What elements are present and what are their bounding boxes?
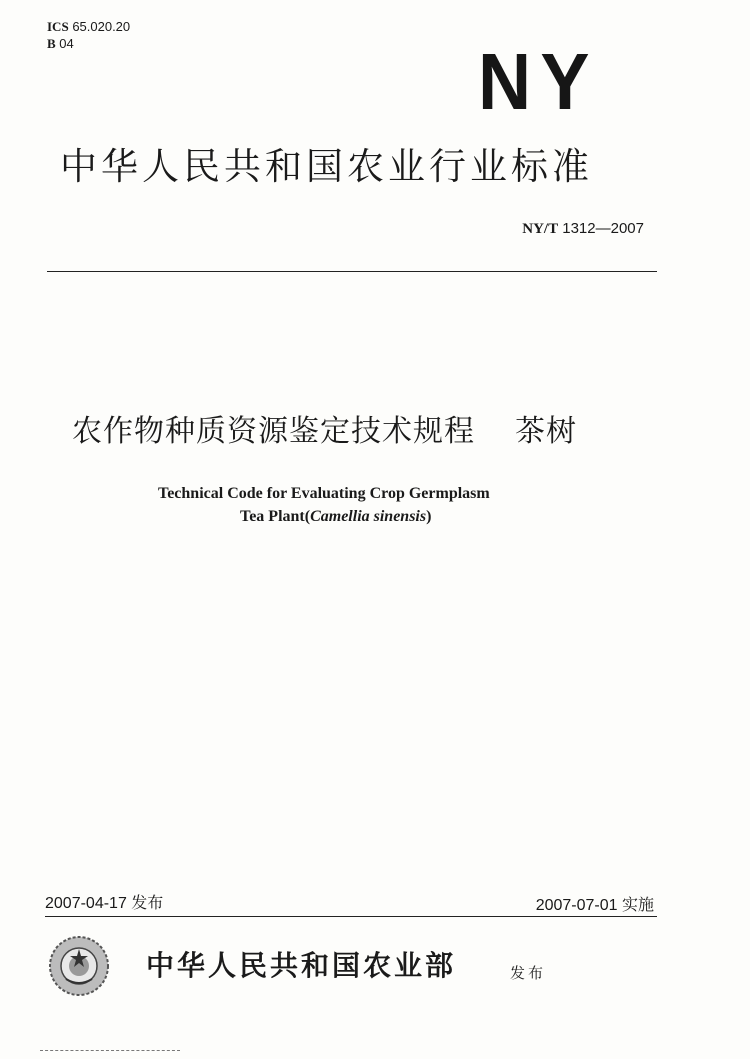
title-en-suffix: ) [426,508,432,525]
title-en-prefix: Tea Plant( [240,508,311,525]
document-title-en [158,482,490,528]
publisher-name: 中华人民共和国农业部 [146,949,457,982]
standard-number-value: 1312—2007 [562,220,644,237]
top-divider [47,271,657,272]
document-title-en-line2 [158,505,490,528]
bottom-divider [45,916,657,917]
document-title-sub: 茶树 [515,414,577,449]
document-title-cn [72,412,577,452]
classification-codes [47,18,130,52]
class-value: 04 [59,36,74,51]
ics-key: ICS [47,19,69,34]
title-en-species: Camellia sinensis [310,508,427,525]
standard-title: 中华人民共和国农业行业标准 [60,145,593,188]
document-title-en-line1: Technical Code for Evaluating Crop Germplasm [158,485,490,502]
ics-value: 65.020.20 [72,19,131,34]
publisher-suffix: 发布 [510,964,547,982]
document-title-main: 农作物种质资源鉴定技术规程 [72,414,475,449]
standard-number [522,220,644,238]
issue-date: 2007-04-17 发布 [45,895,164,912]
standard-number-code: NY/T [522,221,559,237]
page-edge-mark [40,1050,180,1051]
implement-date: 2007-07-01 实施 [535,897,654,914]
ny-logo: NY [478,37,599,126]
national-emblem-icon [48,935,110,997]
class-line [47,35,130,52]
ics-line [47,18,130,35]
class-key: B [47,36,56,51]
